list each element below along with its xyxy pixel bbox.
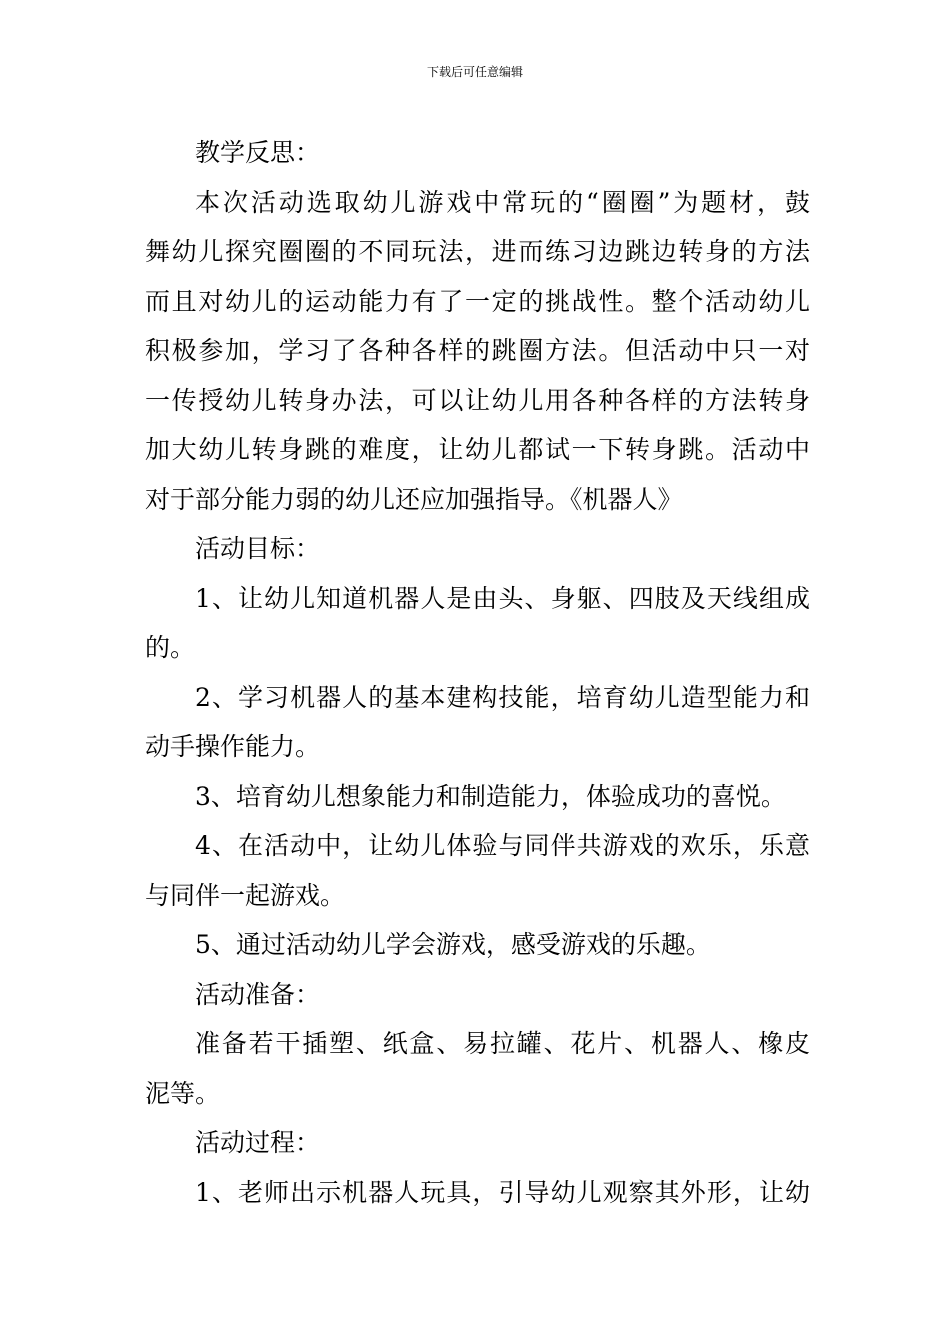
text-line: 加大幼儿转身跳的难度，让幼儿都试一下转身跳。活动中 (145, 435, 810, 464)
text-line: 活动目标： (195, 534, 321, 563)
text-line: 本次活动选取幼儿游戏中常玩的“圈圈”为题材，鼓 (195, 187, 810, 217)
text-line: 的。 (145, 633, 196, 662)
text-line: 1、老师出示机器人玩具，引导幼儿观察其外形，让幼 (195, 1177, 810, 1207)
text-line: 3、培育幼儿想象能力和制造能力，体验成功的喜悦。 (195, 781, 786, 811)
text-line: 而且对幼儿的运动能力有了一定的挑战性。整个活动幼儿 (145, 286, 810, 316)
page-header: 下载后可任意编辑 (426, 65, 523, 79)
text-line: 4、在活动中，让幼儿体验与同伴共游戏的欢乐，乐意 (195, 831, 810, 860)
text-line: 一传授幼儿转身办法，可以让幼儿用各种各样的方法转身 (145, 385, 810, 415)
text-line: 活动过程： (195, 1128, 321, 1157)
text-line: 舞幼儿探究圈圈的不同玩法，进而练习边跳边转身的方法 (145, 237, 810, 266)
document-body (145, 128, 810, 1217)
text-line: 动手操作能力。 (145, 732, 321, 761)
text-line: 教学反思： (195, 138, 321, 167)
text-line: 1、让幼儿知道机器人是由头、身躯、四肢及天线组成 (195, 583, 810, 613)
text-line: 积极参加，学习了各种各样的跳圈方法。但活动中只一对 (145, 336, 810, 365)
text-line: 2、学习机器人的基本建构技能，培育幼儿造型能力和 (195, 682, 810, 712)
text-line: 活动准备： (195, 979, 321, 1009)
text-line: 5、通过活动幼儿学会游戏，感受游戏的乐趣。 (195, 930, 711, 959)
text-line: 泥等。 (145, 1078, 221, 1108)
text-line: 准备若干插塑、纸盒、易拉罐、花片、机器人、橡皮 (195, 1029, 810, 1058)
text-line: 与同伴一起游戏。 (145, 880, 346, 910)
text-line: 对于部分能力弱的幼儿还应加强指导。《机器人》 (145, 484, 683, 514)
